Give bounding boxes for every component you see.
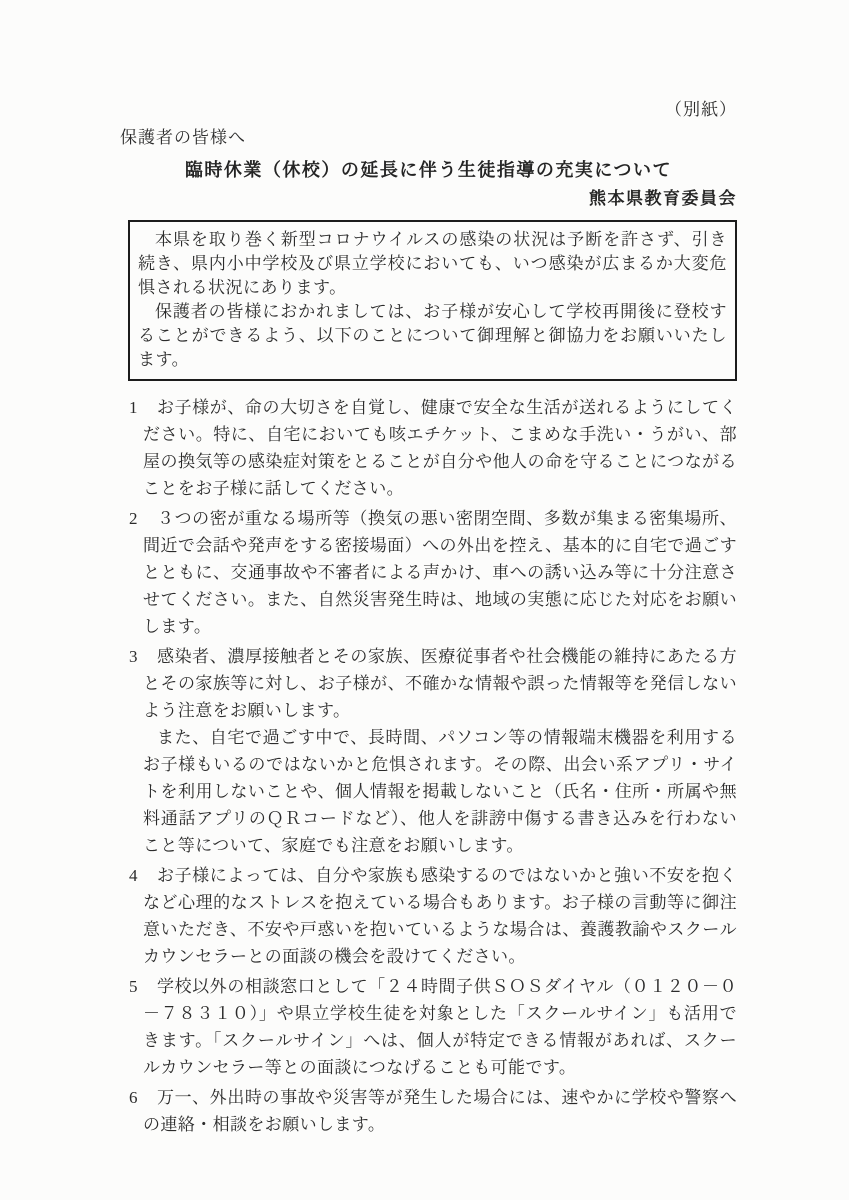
notice-paragraph: 本県を取り巻く新型コロナウイルスの感染の状況は予断を許さず、引き続き、県内小中学校及び県立学校においても、いつ感染が広まるか大変危惧される状況にあります。: [138, 230, 727, 297]
item-paragraph: 感染者、濃厚接触者とその家族、医療従事者や社会機能の維持にあたる方とその家族等に対し、お子様が、不確かな情報や誤った情報等を発信しないよう注意をお願いします。: [143, 647, 737, 720]
item-number: 3: [129, 647, 138, 666]
numbered-list: [120, 394, 737, 1138]
document-title: 臨時休業（休校）の延長に伴う生徒指導の充実について: [184, 160, 673, 180]
item-paragraph: 学校以外の相談窓口として「２４時間子供ＳＯＳダイヤル（０１２０－０－７８３１０）」や県立学校生徒を対象とした「スクールサイン」も活用できます。「スクールサイン」へは、個人が特定できる情報があれば、スクールカウンセラー等との面談につなげることも可能です。: [143, 977, 737, 1077]
item-paragraph: 万一、外出時の事故や災害等が発生した場合には、速やかに学校や警察への連絡・相談をお願いします。: [143, 1088, 737, 1134]
item-number: 4: [129, 866, 138, 885]
list-item-5: [120, 973, 737, 1081]
attachment-label: （別紙）: [665, 100, 737, 119]
item-paragraph: また、自宅で過ごす中で、長時間、パソコン等の情報端末機器を利用するお子様もいるのではないかと危惧されます。その際、出会い系アプリ・サイトを利用しないことや、個人情報を掲載しないこと（氏名・住所・所属や無料通話アプリのＱＲコードなど）、他人を誹謗中傷する書き込みを行わないこと等について、家庭でも注意をお願いします。: [143, 728, 737, 855]
item-number: 5: [129, 977, 138, 996]
salutation: 保護者の皆様へ: [120, 128, 246, 147]
item-paragraph: お子様によっては、自分や家族も感染するのではないかと強い不安を抱くなど心理的なストレスを抱えている場合もあります。お子様の言動等に御注意いただき、不安や戸惑いを抱いているような場合は、養護教諭やスクールカウンセラーとの面談の機会を設けてください。: [143, 866, 737, 966]
list-item-1: [120, 394, 737, 502]
issuer-name: 熊本県教育委員会: [589, 189, 737, 208]
list-item-6: [120, 1084, 737, 1138]
list-item-2: [120, 505, 737, 640]
item-number: 1: [129, 398, 138, 417]
list-item-4: [120, 862, 737, 970]
notice-paragraph: 保護者の皆様におかれましては、お子様が安心して学校再開後に登校することができるよう、以下のことについて御理解と御協力をお願いいたします。: [138, 302, 727, 369]
list-item-3: [120, 643, 737, 859]
item-paragraph: お子様が、命の大切さを自覚し、健康で安全な生活が送れるようにしてください。特に、自宅においても咳エチケット、こまめな手洗い・うがい、部屋の換気等の感染症対策をとることが自分や他人の命を守ることにつながることをお子様に話してください。: [143, 398, 737, 498]
item-paragraph: ３つの密が重なる場所等（換気の悪い密閉空間、多数が集まる密集場所、間近で会話や発声をする密接場面）への外出を控え、基本的に自宅で過ごすとともに、交通事故や不審者による声かけ、車への誘い込み等に十分注意させてください。また、自然災害発生時は、地域の実態に応じた対応をお願いします。: [143, 509, 737, 636]
item-number: 2: [129, 509, 138, 528]
notice-box: [128, 220, 737, 381]
item-number: 6: [129, 1088, 138, 1107]
